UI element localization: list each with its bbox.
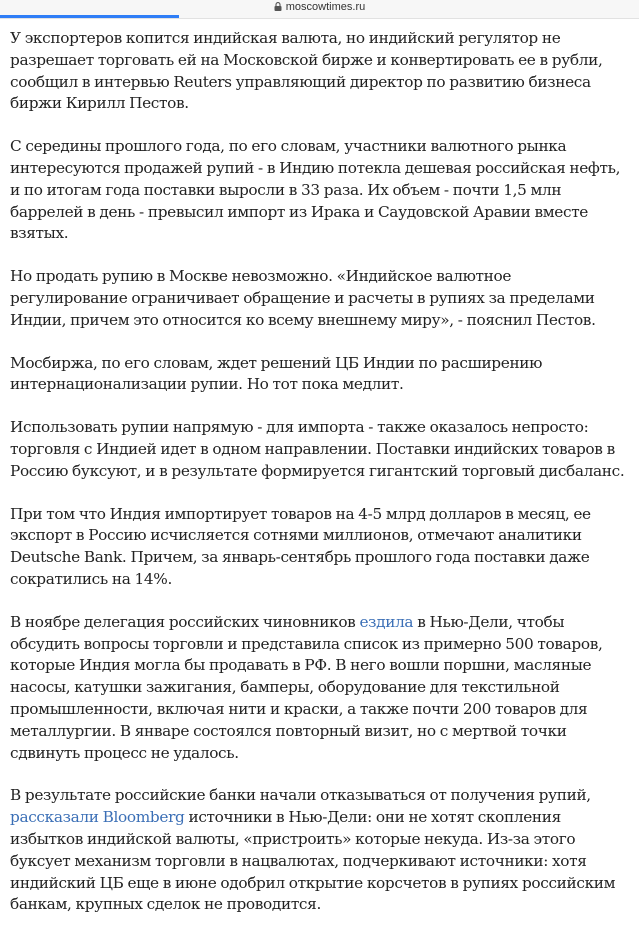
link-ezdila[interactable]: ездила	[359, 612, 414, 631]
paragraph-7-text-start: В ноябре делегация российских чиновников	[10, 612, 360, 631]
article-paragraph-5: Использовать рупии напрямую - для импорта - также оказалось непросто: торговля с Индией идет в одном направлении. Поставки индийских товаров в Россию буксуют, и в результате формируется гигантский торговый дисбаланс.	[10, 418, 625, 480]
browser-address-bar[interactable]	[0, 0, 639, 19]
page-load-progress	[0, 15, 639, 18]
page-load-progress-fill	[0, 15, 179, 18]
domain-text: moscowtimes.ru	[285, 1, 366, 13]
article-paragraph-7	[10, 612, 632, 765]
paragraph-7-text-end: в Нью-Дели, чтобы обсудить вопросы торговли и представила список из примерно 500 товаров, которые Индия могла бы продавать в РФ. В него вошли поршни, масляные насосы, катушки зажигания, бамперы, оборудование для текстильной промышленности, включая нити и краски, а также почти 200 товаров для металлургии. В январе состоялся повторный визит, но с мертвой точки сдвинуть процесс не удалось.	[10, 612, 603, 762]
paragraph-8-text-end: источники в Нью-Дели: они не хотят скопления избытков индийской валюты, «пристроить» которые некуда. Из-за этого буксует механизм торговли в нацвалютах, подчеркивают источники: хотя индийский ЦБ еще в июне одобрил открытие корсчетов в рупиях российским банкам, крупных сделок не проводится.	[10, 808, 616, 914]
article-paragraph-6: При том что Индия импортирует товаров на 4-5 млрд долларов в месяц, ее экспорт в Россию исчисляется сотнями миллионов, отмечают аналитики Deutsche Bank. Причем, за январь-сентябрь прошлого года поставки даже сократились на 14%.	[10, 504, 591, 588]
article-paragraph-4: Мосбиржа, по его словам, ждет решений ЦБ Индии по расширению интернационализации рупии. Но тот пока медлит.	[10, 353, 543, 394]
url-display[interactable]	[0, 1, 639, 14]
paragraph-8-text-start: В результате российские банки начали отказываться от получения рупий,	[10, 786, 591, 805]
article-paragraph-2: С середины прошлого года, по его словам, участники валютного рынка интересуются продажей рупий - в Индию потекла дешевая российская нефть, и по итогам года поставки выросли в 33 раза. Их объем - почти 1,5 млн баррелей в день - превысил импорт из Ирака и Саудовской Аравии вместе взятых.	[10, 137, 621, 243]
lock-icon	[274, 2, 282, 11]
article-paragraph-3: Но продать рупию в Москве невозможно. «Индийское валютное регулирование ограничивает обращение и расчеты в рупиях за пределами Индии, причем это относится ко всему внешнему миру», - пояснил Пестов.	[10, 267, 596, 329]
article-body	[10, 28, 632, 937]
link-bloomberg[interactable]: рассказали Bloomberg	[10, 808, 185, 827]
article-paragraph-1: У экспортеров копится индийская валюта, но индийский регулятор не разрешает торговать ей на Московской бирже и конвертировать ее в рубли, сообщил в интервью Reuters управляющий директор по развитию бизнеса биржи Кирилл Пестов.	[10, 29, 603, 113]
article-paragraph-8	[10, 785, 632, 916]
